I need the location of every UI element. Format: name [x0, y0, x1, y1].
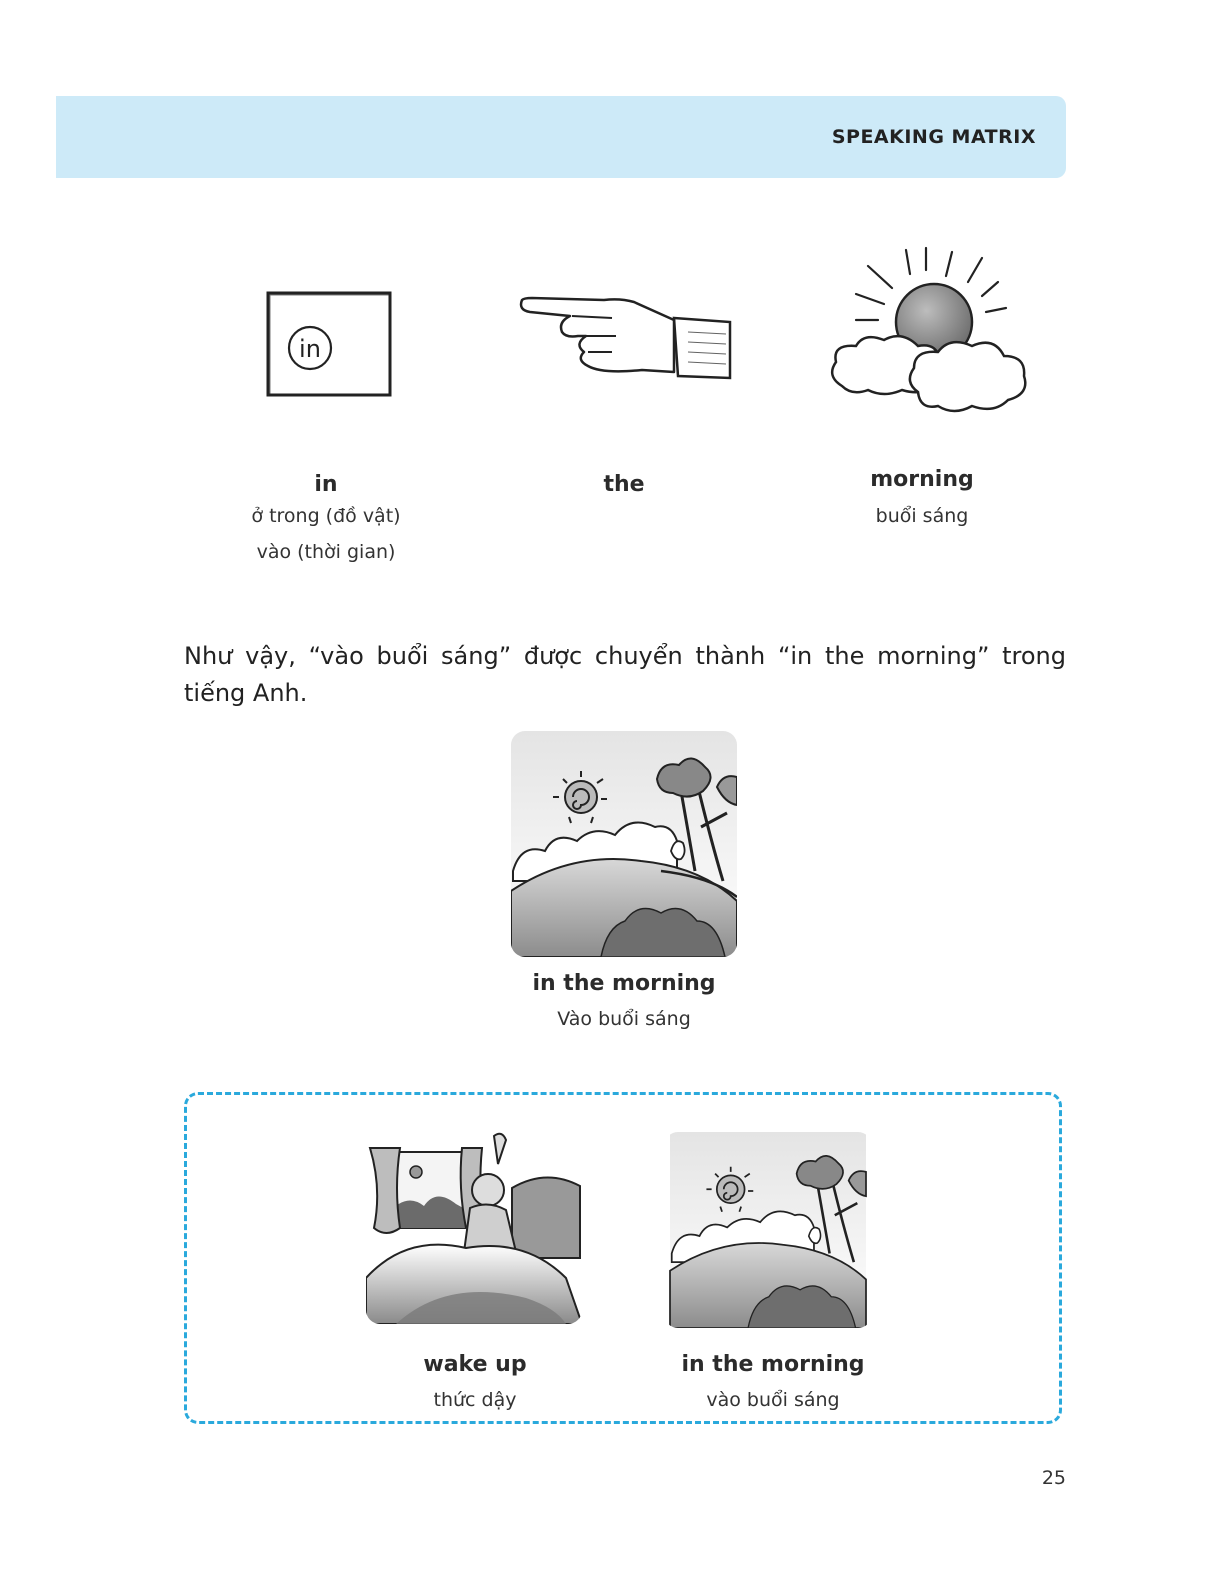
word-in-gloss-1: ở trong (đồ vật)	[251, 505, 401, 527]
phrase-in-the-morning: in the morning	[532, 971, 716, 996]
word-in-gloss-2: vào (thời gian)	[256, 541, 396, 563]
morning-landscape-illustration-small	[664, 1132, 872, 1328]
section-title: SPEAKING MATRIX	[831, 126, 1036, 148]
sun-clouds-icon	[822, 246, 1032, 418]
word-the: the	[603, 472, 645, 497]
morning-landscape-illustration	[511, 731, 737, 957]
header-band	[56, 96, 1066, 178]
in-icon-label: in	[299, 335, 321, 363]
example-gloss-wake-up: thức dậy	[433, 1389, 517, 1411]
pointing-hand-icon	[512, 286, 736, 386]
explanation-paragraph: Như vậy, “vào buổi sáng” được chuyển thành “in the morning” trong tiếng Anh.	[184, 642, 1066, 707]
in-box-icon	[262, 288, 396, 400]
page-number: 25	[1041, 1467, 1066, 1489]
waking-up-illustration	[366, 1128, 582, 1324]
example-word-in-the-morning: in the morning	[681, 1352, 865, 1377]
example-gloss-in-the-morning: vào buổi sáng	[706, 1389, 840, 1411]
word-in: in	[314, 472, 338, 497]
example-word-wake-up: wake up	[423, 1352, 527, 1377]
word-morning-gloss: buổi sáng	[875, 505, 969, 527]
word-morning: morning	[870, 467, 974, 492]
phrase-gloss: Vào buổi sáng	[557, 1008, 691, 1030]
